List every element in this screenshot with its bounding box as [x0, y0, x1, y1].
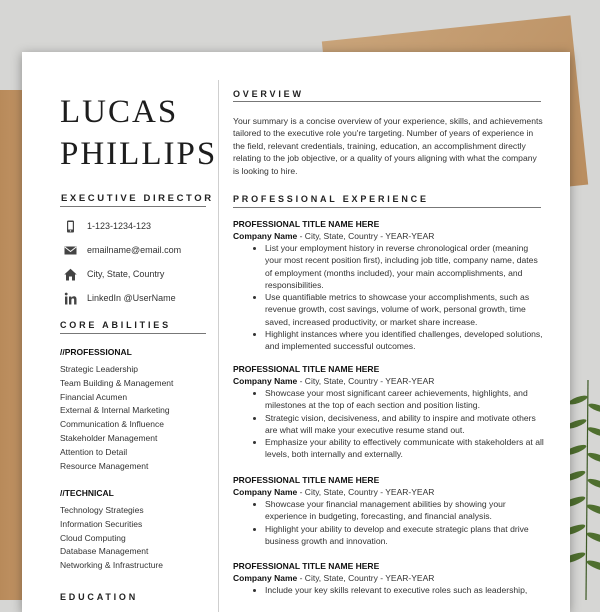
contact-linkedin	[64, 291, 176, 305]
job-bullet: • Showcase your financial management abilities by showing your experience in budgeting, forecasting, and financial analysis.	[265, 498, 545, 523]
job-bullets	[233, 498, 545, 547]
contact-email	[64, 243, 181, 257]
skill-item: Stakeholder Management	[60, 432, 158, 443]
education-title: EDUCATION	[60, 592, 139, 602]
linkedin-icon	[64, 292, 77, 305]
job-entry	[233, 218, 545, 353]
home-icon	[64, 268, 77, 281]
job-entry-company-line	[233, 375, 545, 387]
job-entry-company-line	[233, 230, 545, 242]
core-abilities-title: CORE ABILITIES	[60, 320, 171, 330]
skill-item: Strategic Leadership	[60, 364, 138, 374]
linkedin-text: LinkedIn @UserName	[87, 293, 176, 303]
phone-icon	[64, 220, 77, 233]
company-name: Company Name	[233, 573, 298, 583]
skill-item: External & Internal Marketing	[60, 405, 170, 416]
technical-heading: //TECHNICAL	[60, 488, 114, 498]
job-entry-title: PROFESSIONAL TITLE NAME HERE	[233, 219, 380, 229]
professional-skills-list	[60, 363, 173, 473]
job-entry-title: PROFESSIONAL TITLE NAME HERE	[233, 561, 380, 571]
job-bullet: • Use quantifiable metrics to showcase your accomplishments, such as revenue growth, cost savings, volume of work, personal growth, time saved, increased productivity, or market share increase.	[265, 291, 545, 328]
job-entry-company-line	[233, 572, 545, 584]
job-bullet: • Highlight instances where you identified challenges, developed solutions, and implemented successful outcomes.	[265, 328, 545, 353]
job-bullet: • Showcase your most significant career achievements, highlights, and milestones at the top of each section and position listing.	[265, 387, 545, 412]
job-entry-company-line	[233, 486, 545, 498]
skill-item: Technology Strategies	[60, 505, 144, 515]
job-bullet: • List your employment history in reverse chronological order (meaning your most recent position first), including job title, company name, dates of employment (months included), your main accomplishments, and responsibilities.	[265, 242, 545, 291]
technical-skills-list	[60, 504, 163, 573]
core-abilities-rule	[60, 333, 206, 334]
job-entry	[233, 474, 545, 547]
company-details: - City, State, Country - YEAR-YEAR	[297, 376, 435, 386]
job-title-rule	[60, 206, 206, 207]
job-entry-title: PROFESSIONAL TITLE NAME HERE	[233, 364, 380, 374]
email-text: emailname@email.com	[87, 245, 182, 255]
skill-item: Financial Acumen	[60, 391, 128, 402]
job-bullet: • Strategic vision, decisiveness, and ability to inspire and motivate others are what will make your executive resume stand out.	[265, 412, 545, 437]
company-details: - City, State, Country - YEAR-YEAR	[297, 487, 435, 497]
phone-text: 1-123-1234-123	[87, 221, 152, 231]
last-name: PHILLIPS	[60, 136, 218, 172]
job-bullet: • Highlight your ability to develop and execute strategic plans that drive business growth and innovation.	[265, 523, 545, 548]
resume-page	[22, 52, 570, 612]
overview-text: Your summary is a concise overview of your experience, skills, and achievements tailored to the executive role you're targeting. Number of years of experience in the field, relevant credentials, training, education, an accomplishment directly relating to the job objective, or a quality of yours aligning with what the company is looking to hire.	[233, 116, 543, 176]
job-entry	[233, 560, 545, 596]
job-bullets	[233, 387, 545, 461]
contact-location	[64, 267, 164, 281]
skill-item: Attention to Detail	[60, 446, 128, 457]
job-bullets	[233, 242, 545, 353]
company-name: Company Name	[233, 376, 298, 386]
experience-title: PROFESSIONAL EXPERIENCE	[233, 194, 429, 204]
job-bullet: • Emphasize your ability to effectively communicate with stakeholders at all levels, both internally and externally.	[265, 436, 545, 461]
column-divider	[218, 80, 219, 612]
company-details: - City, State, Country - YEAR-YEAR	[297, 231, 435, 241]
job-title: EXECUTIVE DIRECTOR	[61, 193, 214, 204]
overview-title: OVERVIEW	[233, 89, 304, 99]
skill-item: Information Securities	[60, 518, 143, 529]
job-entry-title: PROFESSIONAL TITLE NAME HERE	[233, 475, 380, 485]
first-name: LUCAS	[60, 94, 179, 130]
job-bullet: • Include your key skills relevant to executive roles such as leadership,	[265, 584, 545, 596]
skill-item: Database Management	[60, 546, 149, 557]
contact-phone	[64, 219, 151, 233]
company-details: - City, State, Country - YEAR-YEAR	[297, 573, 435, 583]
skill-item: Team Building & Management	[60, 377, 174, 388]
company-name: Company Name	[233, 231, 298, 241]
overview-rule	[233, 101, 541, 102]
mail-icon	[64, 244, 77, 257]
location-text: City, State, Country	[87, 269, 165, 279]
skill-item: Resource Management	[60, 460, 149, 471]
experience-rule	[233, 207, 541, 208]
skill-item: Communication & Influence	[60, 419, 164, 430]
skill-item: Networking & Infrastructure	[60, 560, 163, 571]
company-name: Company Name	[233, 487, 298, 497]
professional-heading: //PROFESSIONAL	[60, 347, 132, 357]
skill-item: Cloud Computing	[60, 532, 126, 543]
job-entry	[233, 363, 545, 461]
job-bullets	[233, 584, 545, 596]
